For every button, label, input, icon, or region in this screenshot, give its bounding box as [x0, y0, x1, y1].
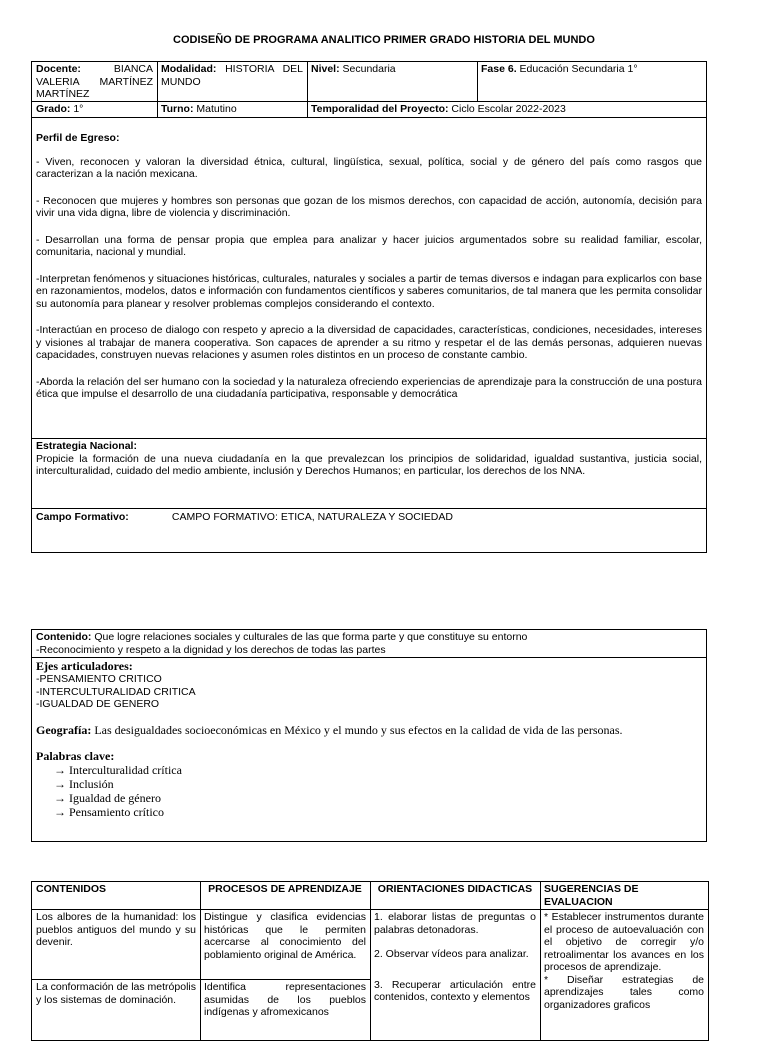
contenido-section	[31, 629, 707, 842]
nivel-cell	[307, 62, 477, 101]
fase-value: Educación Secundaria 1°	[519, 63, 638, 75]
temporalidad-value: Ciclo Escolar 2022-2023	[451, 103, 566, 115]
palabra-clave: → Inclusión	[54, 776, 114, 791]
eje-item: -PENSAMIENTO CRITICO	[36, 673, 162, 685]
palabras-heading: Palabras clave:	[36, 748, 115, 763]
nivel-value: Secundaria	[342, 63, 396, 75]
fase-cell	[477, 62, 706, 101]
orientacion-item: 2. Observar vídeos para analizar.	[374, 948, 529, 960]
geografia-text: Las desigualdades socioeconómicas en México y el mundo y sus efectos en la calidad de vida de las personas.	[94, 722, 623, 737]
info-section	[31, 61, 707, 553]
sugerencia-item: * Establecer instrumentos durante el proceso de autoevaluación con el objetivo de corregir y/o retroalimentar los avances en los procesos de aprendizaje.	[544, 911, 704, 973]
estrategia-heading: Estrategia Nacional:	[36, 440, 137, 452]
header-contenidos: CONTENIDOS	[36, 883, 107, 895]
docente-cell	[32, 62, 157, 101]
temporalidad-cell	[307, 102, 706, 117]
turno-cell	[157, 102, 307, 117]
docente-label: Docente:	[36, 63, 81, 75]
arrow-icon: →	[54, 790, 66, 805]
arrow-icon: →	[54, 762, 66, 777]
sugerencia-item: * Diseñar estrategias de aprendizajes tales como organizadores graficos	[544, 973, 704, 1011]
grado-value: 1°	[73, 103, 84, 115]
turno-label: Turno:	[161, 103, 194, 115]
proceso-cell: Identifica representaciones asumidas de los pueblos indígenas y afromexicanos	[204, 981, 366, 1018]
arrow-icon: →	[54, 776, 66, 791]
eje-item: -INTERCULTURALIDAD CRITICA	[36, 685, 196, 698]
contenido-line2: -Reconocimiento y respeto a la dignidad y los derechos de todas las partes	[36, 643, 386, 656]
geografia-line	[36, 723, 702, 737]
temporalidad-label: Temporalidad del Proyecto:	[311, 103, 449, 115]
contenido-value: Que logre relaciones sociales y culturales de las que forma parte y que constituye su entorno	[94, 631, 528, 643]
contenido-cell: Los albores de la humanidad: los pueblos antiguos del mundo y su devenir.	[36, 911, 196, 948]
grado-cell	[32, 102, 157, 117]
perfil-item: -Interpretan fenómenos y situaciones históricas, culturales, naturales y sociales a partir de temas diversos e indagan para explicarlos con base en razonamientos, modelos, datos e información con fundamentos científicos y saberes comunitarios, de tal manera que les permita consolidar su autonomía para planear y resolver problemas complejos considerando el contexto.	[36, 272, 702, 310]
contenido-label: Contenido:	[36, 631, 92, 643]
estrategia-text: Propicie la formación de una nueva ciudadanía en la que prevalezcan los principios de solidaridad, igualdad sustantiva, justicia social, interculturalidad, cuidado del medio ambiente, inclusión y Derechos Humanos; en particular, los derechos de los NNA.	[36, 452, 702, 477]
nivel-label: Nivel:	[311, 63, 340, 75]
modalidad-cell	[157, 62, 307, 101]
contenido-block	[32, 630, 706, 657]
campo-value: CAMPO FORMATIVO: ETICA, NATURALEZA Y SOCIEDAD	[171, 511, 453, 523]
perfil-item: - Reconocen que mujeres y hombres son personas que gozan de los mismos derechos, con capacidad de acción, autonomía, decisión para vivir una vida digna, libre de violencia y discriminación.	[36, 194, 702, 219]
geografia-label: Geografía:	[36, 722, 92, 737]
eje-item: -IGUALDAD DE GENERO	[36, 698, 160, 710]
perfil-block	[32, 131, 706, 402]
modalidad-label: Modalidad:	[161, 63, 217, 75]
palabra-clave: → Interculturalidad crítica	[54, 762, 182, 777]
header-procesos: PROCESOS DE APRENDIZAJE	[208, 883, 362, 895]
perfil-item: -Interactúan en proceso de dialogo con respeto y aprecio a la diversidad de capacidades, características, condiciones, necesidades, intereses y visiones al trabajar de manera cooperativa. Son capaces de aprender a su ritmo y respetar el de las demás personas, adquieren nuevas capacidades, construyen nuevas relaciones y asumen roles distintos en un proceso de constante cambio.	[36, 324, 702, 361]
ejes-block	[32, 658, 706, 820]
perfil-item: - Viven, reconocen y valoran la diversidad étnica, cultural, lingüística, sexual, política, social y de género del país como rasgos que caracterizan a la nación mexicana.	[36, 155, 702, 180]
estrategia-block	[32, 439, 706, 479]
perfil-item: - Desarrollan una forma de pensar propia que emplea para analizar y hacer juicios argumentados sobre su realidad familiar, escolar, comunitaria, nacional y mundial.	[36, 233, 702, 258]
campo-label: Campo Formativo:	[36, 511, 129, 523]
document-title: CODISEÑO DE PROGRAMA ANALITICO PRIMER GRADO HISTORIA DEL MUNDO	[173, 34, 595, 46]
orientacion-item: 1. elaborar listas de preguntas o palabras detonadoras.	[374, 911, 536, 936]
fase-label: Fase 6.	[481, 63, 517, 75]
sugerencias-cell	[540, 910, 708, 1012]
header-sugerencias: SUGERENCIAS DE EVALUACION	[544, 883, 639, 908]
grado-label: Grado:	[36, 103, 71, 115]
palabra-clave: → Pensamiento crítico	[54, 804, 164, 819]
docente-value: BIANCA VALERIA MARTÍNEZ MARTÍNEZ	[36, 63, 153, 100]
turno-value: Matutino	[196, 103, 237, 115]
perfil-heading: Perfil de Egreso:	[36, 132, 120, 144]
campo-block	[32, 510, 706, 525]
ejes-heading: Ejes articuladores:	[36, 659, 133, 673]
contenido-cell: La conformación de las metrópolis y los sistemas de dominación.	[36, 981, 196, 1006]
contenidos-table	[31, 881, 709, 1041]
modalidad-value: HISTORIA DEL MUNDO	[161, 63, 303, 88]
perfil-item: -Aborda la relación del ser humano con la sociedad y la naturaleza ofreciendo experiencias de aprendizaje para la construcción de una postura ética que impulse el desarrollo de una ciudadanía participativa, responsable y democrática	[36, 375, 702, 400]
header-orientaciones: ORIENTACIONES DIDACTICAS	[377, 883, 533, 895]
orientaciones-cell	[370, 910, 540, 1005]
arrow-icon: →	[54, 804, 66, 819]
proceso-cell: Distingue y clasifica evidencias históricas que le permiten acercarse al conocimiento del poblamiento original de América.	[204, 911, 366, 961]
orientacion-item: 3. Recuperar articulación entre contenidos, contexto y elementos	[374, 978, 536, 1003]
palabra-clave: → Igualdad de género	[54, 790, 161, 805]
